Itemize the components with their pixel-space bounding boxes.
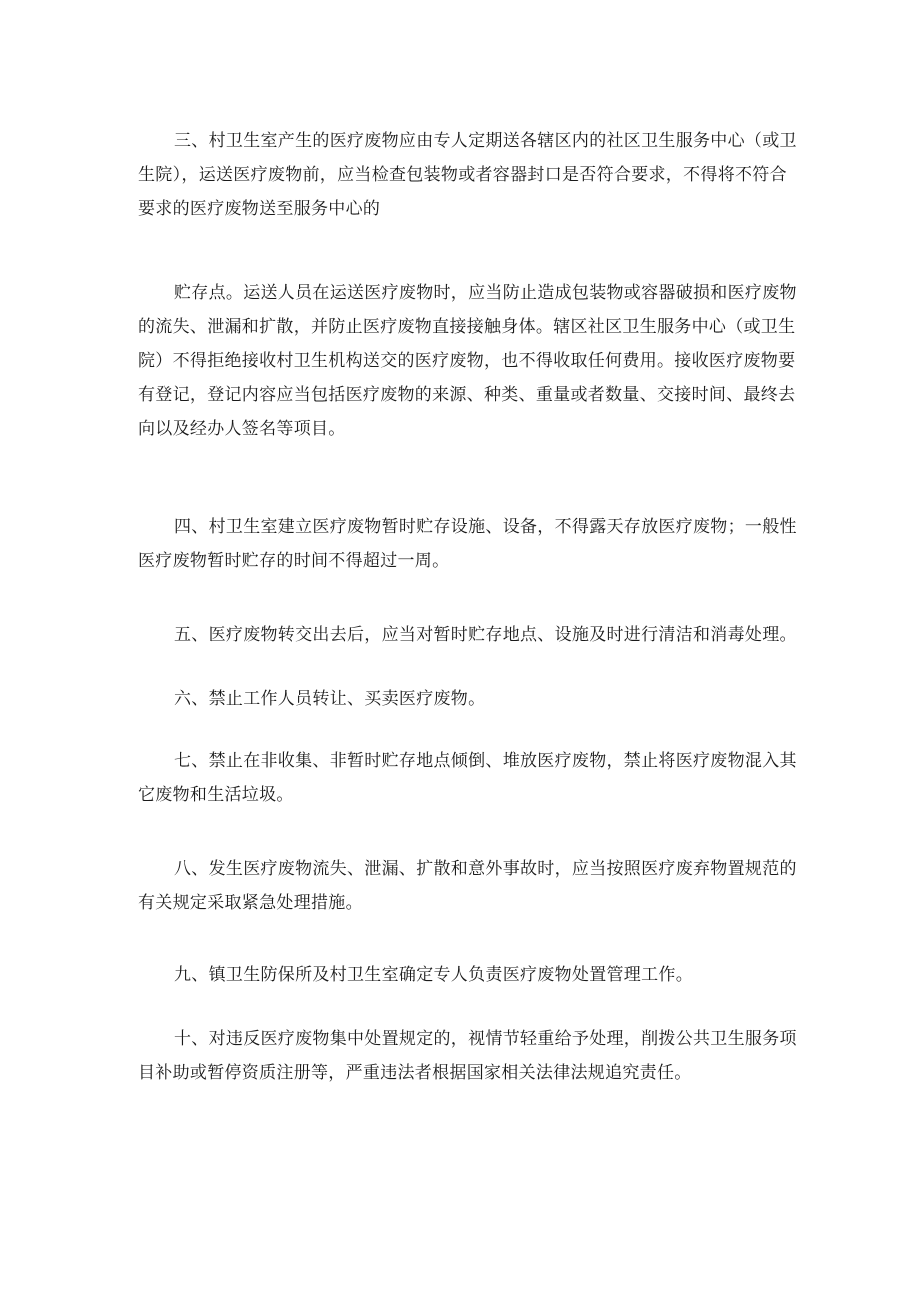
paragraph-line: 医疗废物暂时贮存的时间不得超过一周。 [138, 551, 450, 571]
paragraph-line: 要求的医疗废物送至服务中心的 [138, 199, 381, 219]
paragraph-3 [138, 124, 797, 226]
paragraph-line: 的流失、泄漏和扩散，并防止医疗废物直接接触身体。辖区社区卫生服务中心（或卫生 [138, 317, 796, 337]
paragraph-line: 七、禁止在非收集、非暂时贮存地点倾倒、堆放医疗废物，禁止将医疗废物混入其 [174, 751, 797, 771]
paragraph-line: 八、发生医疗废物流失、泄漏、扩散和意外事故时，应当按照医疗废弃物置规范的 [174, 859, 797, 879]
paragraph-line: 四、村卫生室建立医疗废物暂时贮存设施、设备，不得露天存放医疗废物；一般性 [174, 517, 797, 537]
paragraph-line: 院）不得拒绝接收村卫生机构送交的医疗废物，也不得收取任何费用。接收医疗废物要 [138, 351, 796, 371]
paragraph-line: 生院），运送医疗废物前，应当检查包装物或者容器封口是否符合要求，不得将不符合 [138, 165, 787, 185]
paragraph-line: 有登记，登记内容应当包括医疗废物的来源、种类、重量或者数量、交接时间、最终去 [138, 385, 796, 405]
paragraph-line: 九、镇卫生防保所及村卫生室确定专人负责医疗废物处置管理工作。 [174, 965, 693, 985]
paragraph-line: 目补助或暂停资质注册等，严重违法者根据国家相关法律法规追究责任。 [138, 1063, 692, 1083]
paragraph-line: 十、对违反医疗废物集中处置规定的，视情节轻重给予处理，削拨公共卫生服务项 [174, 1029, 797, 1049]
paragraph-3-continued [138, 276, 797, 446]
paragraph-10 [138, 1022, 797, 1090]
paragraph-line: 贮存点。运送人员在运送医疗废物时，应当防止造成包装物或容器破损和医疗废物 [174, 283, 797, 303]
paragraph-6 [138, 682, 788, 716]
paragraph-7 [138, 744, 797, 812]
paragraph-4 [138, 510, 797, 578]
paragraph-8 [138, 852, 797, 920]
paragraph-line: 五、医疗废物转交出去后，应当对暂时贮存地点、设施及时进行清洁和消毒处理。 [174, 625, 797, 645]
paragraph-line: 有关规定采取紧急处理措施。 [138, 893, 363, 913]
paragraph-line: 它废物和生活垃圾。 [138, 785, 294, 805]
paragraph-line: 向以及经办人签名等项目。 [138, 419, 346, 439]
paragraph-5 [138, 618, 797, 652]
paragraph-9 [138, 958, 788, 992]
paragraph-line: 三、村卫生室产生的医疗废物应由专人定期送各辖区内的社区卫生服务中心（或卫 [174, 131, 797, 151]
paragraph-line: 六、禁止工作人员转让、买卖医疗废物。 [174, 689, 486, 709]
